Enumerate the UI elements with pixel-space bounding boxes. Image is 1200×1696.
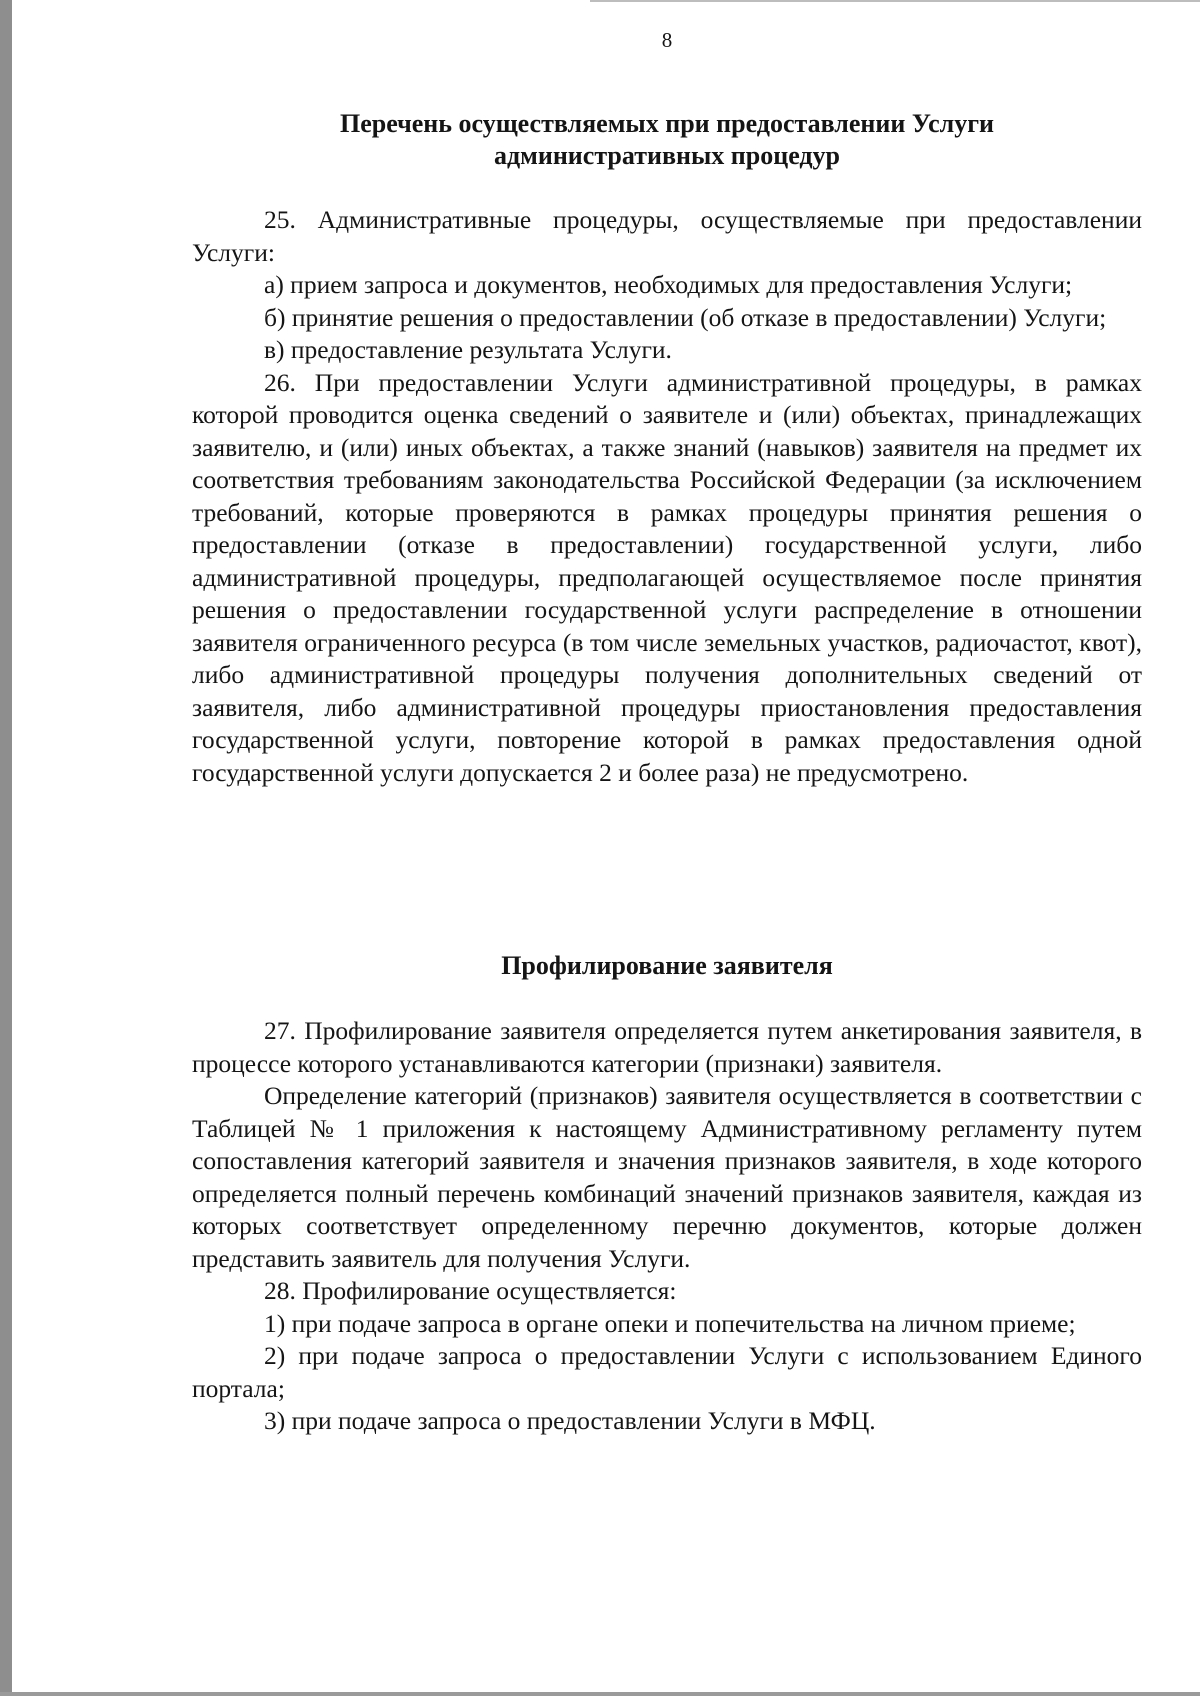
section-body-profiling xyxy=(192,1015,1142,1438)
section-title-procedures xyxy=(192,108,1142,172)
paragraph-25-b: б) принятие решения о предоставлении (об отказе в предоставлении) Услуги; xyxy=(264,302,1107,332)
paragraph-28: 28. Профилирование осуществляется: xyxy=(264,1276,677,1305)
scan-left-edge xyxy=(0,0,12,1696)
paragraph-25: 25. Административные процедуры, осуществляемые при предоставлении Услуги: xyxy=(192,205,1142,267)
paragraph-28-1: 1) при подаче запроса в органе опеки и попечительства на личном приеме; xyxy=(264,1308,1076,1338)
section-title-profiling: Профилирование заявителя xyxy=(501,951,833,980)
section-body-procedures xyxy=(192,204,1142,789)
section-title-line: Перечень осуществляемых при предоставлении Услуги xyxy=(339,109,995,138)
scan-top-line xyxy=(590,0,1200,2)
paragraph-25-a: а) прием запроса и документов, необходимых для предоставления Услуги; xyxy=(264,270,1073,299)
paragraph-28-2: 2) при подаче запроса о предоставлении Услуги с использованием Единого портала; xyxy=(192,1341,1142,1403)
paragraph-27-categories: Определение категорий (признаков) заявителя осуществляется в соответствии с Таблицей № 1 приложения к настоящему Административному регламенту путем сопоставления категорий заявителя и значения признаков заявителя, в ходе которого определяется полный перечень комбинаций значений признаков заявителя, каждая из которых соответствует определенному перечню документов, которые должен представить заявитель для получения Услуги. xyxy=(192,1081,1142,1273)
paragraph-26: 26. При предоставлении Услуги административной процедуры, в рамках которой проводится оценка сведений о заявителе и (или) объектах, принадлежащих заявителю, и (или) иных объектах, а также знаний (навыков) заявителя на предмет их соответствия требованиям законодательства Российской Федерации (за исключением требований, которые проверяются в рамках процедуры принятия решения о предоставлении (отказе в предоставлении) государственной услуги, либо административной процедуры, предполагающей осуществляемое после принятия решения о предоставлении государственной услуги распределение в отношении заявителя ограниченного ресурса (в том числе земельных участков, радиочастот, квот), либо административной процедуры получения дополнительных сведений от заявителя, либо административной процедуры приостановления предоставления государственной услуги, повторение которой в рамках предоставления одной государственной услуги допускается 2 и более раза) не предусмотрено. xyxy=(192,367,1142,787)
paragraph-25-c: в) предоставление результата Услуги. xyxy=(264,335,672,364)
section-title-line: административных процедур xyxy=(493,141,841,170)
paragraph-27: 27. Профилирование заявителя определяется путем анкетирования заявителя, в процессе которого устанавливаются категории (признаки) заявителя. xyxy=(192,1016,1142,1078)
paragraph-28-3: 3) при подаче запроса о предоставлении Услуги в МФЦ. xyxy=(264,1406,876,1435)
scan-bottom-edge xyxy=(0,1692,1200,1696)
page-number: 8 xyxy=(661,28,673,52)
